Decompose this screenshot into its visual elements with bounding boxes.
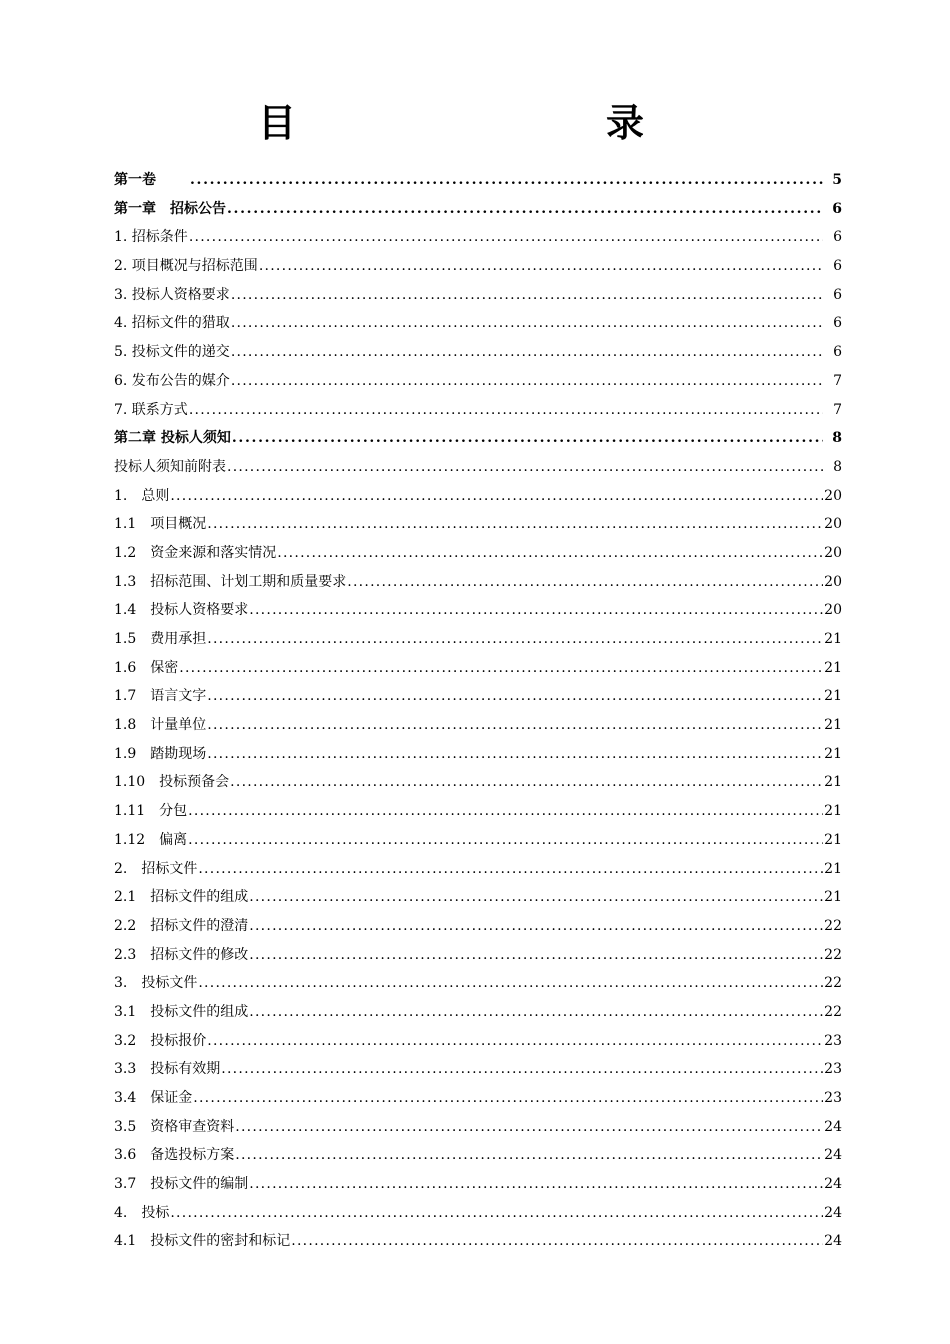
toc-entry-label: 第一卷 — [114, 172, 156, 188]
toc-entry-label: 3.6 备选投标方案 — [114, 1147, 235, 1164]
toc-entry-page-number: 21 — [824, 688, 842, 705]
dot-leader — [235, 1113, 823, 1142]
toc-entry-page-number: 7 — [833, 401, 842, 418]
toc-entry[interactable] — [114, 453, 842, 482]
toc-entry[interactable] — [114, 1055, 842, 1084]
toc-entry[interactable] — [114, 281, 842, 310]
dot-leader — [207, 740, 823, 769]
toc-entry-label: 6. 发布公告的媒介 — [114, 372, 230, 389]
toc-entry-page-number: 24 — [824, 1147, 842, 1164]
dot-leader — [170, 1199, 823, 1228]
toc-entry-label: 2.3 招标文件的修改 — [114, 946, 249, 963]
toc-entry-label: 2. 招标文件 — [114, 860, 198, 877]
toc-entry-page-number: 6 — [832, 200, 842, 217]
toc-entry-page-number: 21 — [824, 774, 842, 791]
dot-leader — [230, 768, 823, 797]
dot-leader — [198, 855, 823, 884]
toc-entry-label: 4. 投标 — [114, 1204, 170, 1221]
table-of-contents — [114, 166, 842, 1256]
toc-entry-page-number: 21 — [824, 717, 842, 734]
toc-entry[interactable] — [114, 596, 842, 625]
page-title: 目 录 — [257, 101, 722, 145]
toc-entry-page-number: 6 — [833, 258, 842, 275]
toc-entry-label: 1.11 分包 — [114, 803, 188, 820]
toc-entry-label: 3. 投标文件 — [114, 975, 198, 992]
dot-leader — [190, 166, 823, 195]
dot-leader — [232, 424, 823, 453]
toc-entry-label: 投标人须知前附表 — [114, 458, 226, 475]
toc-entry-label: 2. 项目概况与招标范围 — [114, 258, 258, 275]
dot-leader — [207, 510, 823, 539]
dot-leader — [221, 1055, 823, 1084]
toc-entry[interactable] — [114, 568, 842, 597]
toc-entry-page-number: 21 — [824, 803, 842, 820]
toc-entry[interactable] — [114, 711, 842, 740]
toc-entry[interactable] — [114, 482, 842, 511]
dot-leader — [227, 195, 823, 224]
dot-leader — [179, 654, 823, 683]
dot-leader — [231, 338, 823, 367]
dot-leader — [207, 1027, 823, 1056]
dot-leader — [227, 453, 823, 482]
dot-leader — [249, 941, 823, 970]
toc-entry-label: 3.2 投标报价 — [114, 1032, 207, 1049]
toc-entry-page-number: 21 — [824, 860, 842, 877]
toc-entry-label: 3.4 保证金 — [114, 1090, 193, 1106]
toc-entry-page-number: 22 — [824, 975, 842, 992]
toc-entry-label: 3.5 资格审查资料 — [114, 1118, 235, 1135]
toc-entry-label: 2.1 招标文件的组成 — [114, 889, 249, 906]
toc-entry[interactable] — [114, 252, 842, 281]
dot-leader — [189, 396, 823, 425]
toc-entry-page-number: 24 — [824, 1204, 842, 1221]
toc-entry-page-number: 21 — [824, 659, 842, 676]
toc-entry[interactable] — [114, 941, 842, 970]
toc-entry-page-number: 6 — [833, 286, 842, 303]
toc-entry[interactable] — [114, 223, 842, 252]
toc-entry-page-number: 21 — [824, 831, 842, 848]
dot-leader — [207, 682, 823, 711]
toc-entry[interactable] — [114, 912, 842, 941]
toc-entry-page-number: 24 — [824, 1233, 842, 1250]
toc-entry[interactable] — [114, 883, 842, 912]
toc-entry-page-number: 21 — [824, 631, 842, 647]
toc-entry[interactable] — [114, 1227, 842, 1256]
toc-entry-page-number: 5 — [832, 172, 842, 188]
toc-entry-page-number: 6 — [833, 344, 842, 361]
toc-entry[interactable] — [114, 195, 842, 224]
toc-entry-label: 1.10 投标预备会 — [114, 774, 230, 791]
toc-entry-label: 1.8 计量单位 — [114, 717, 207, 734]
dot-leader — [235, 1141, 823, 1170]
toc-entry-label: 第一章 招标公告 — [114, 200, 226, 217]
toc-entry[interactable] — [114, 338, 842, 367]
toc-entry-page-number: 20 — [824, 516, 842, 533]
toc-entry-label: 4. 招标文件的猎取 — [114, 315, 230, 332]
toc-entry-page-number: 22 — [824, 946, 842, 963]
toc-entry-label: 7. 联系方式 — [114, 401, 188, 418]
toc-entry-label: 1.4 投标人资格要求 — [114, 602, 249, 619]
toc-entry-page-number: 22 — [824, 917, 842, 934]
dot-leader — [231, 309, 823, 338]
toc-entry-label: 1.3 招标范围、计划工期和质量要求 — [114, 573, 347, 590]
dot-leader — [207, 711, 823, 740]
toc-entry-page-number: 20 — [824, 487, 842, 504]
toc-entry[interactable] — [114, 424, 842, 453]
toc-entry[interactable] — [114, 539, 842, 568]
toc-entry-label: 1.6 保密 — [114, 659, 179, 676]
dot-leader — [188, 797, 823, 826]
toc-entry-label: 3. 投标人资格要求 — [114, 286, 230, 303]
toc-entry-label: 3.7 投标文件的编制 — [114, 1176, 249, 1193]
toc-entry-label: 3.3 投标有效期 — [114, 1061, 221, 1078]
toc-entry[interactable] — [114, 998, 842, 1027]
dot-leader — [291, 1227, 823, 1256]
toc-entry-label: 3.1 投标文件的组成 — [114, 1003, 249, 1020]
toc-entry[interactable] — [114, 1027, 842, 1056]
toc-entry[interactable] — [114, 1084, 842, 1113]
toc-entry-page-number: 21 — [824, 889, 842, 906]
dot-leader — [347, 568, 823, 597]
toc-entry-page-number: 23 — [824, 1032, 842, 1049]
dot-leader — [207, 625, 823, 654]
toc-entry-page-number: 8 — [832, 430, 842, 447]
toc-entry[interactable] — [114, 510, 842, 539]
toc-entry-page-number: 20 — [824, 602, 842, 619]
toc-entry[interactable] — [114, 367, 842, 396]
toc-entry-label: 1.2 资金来源和落实情况 — [114, 544, 277, 561]
toc-entry-page-number: 24 — [824, 1118, 842, 1135]
toc-entry[interactable] — [114, 682, 842, 711]
dot-leader — [249, 912, 823, 941]
toc-entry-page-number: 7 — [833, 372, 842, 389]
dot-leader — [231, 281, 823, 310]
toc-entry-page-number: 8 — [833, 458, 842, 475]
toc-entry-label: 1.1 项目概况 — [114, 516, 207, 533]
toc-entry[interactable] — [114, 1199, 842, 1228]
toc-entry-label: 1. 招标条件 — [114, 229, 188, 246]
dot-leader — [198, 969, 823, 998]
dot-leader — [188, 826, 823, 855]
toc-entry[interactable] — [114, 1170, 842, 1199]
toc-entry-page-number: 6 — [833, 315, 842, 332]
toc-entry-label: 第二章 投标人须知 — [114, 430, 231, 447]
toc-entry-page-number: 21 — [824, 745, 842, 762]
toc-entry-page-number: 20 — [824, 544, 842, 561]
toc-entry[interactable] — [114, 396, 842, 425]
dot-leader — [249, 596, 823, 625]
toc-entry-page-number: 6 — [833, 229, 842, 246]
toc-entry-label: 1. 总则 — [114, 487, 170, 504]
toc-entry-label: 2.2 招标文件的澄清 — [114, 917, 249, 934]
toc-entry[interactable] — [114, 855, 842, 884]
toc-entry[interactable] — [114, 740, 842, 769]
toc-entry[interactable] — [114, 1113, 842, 1142]
toc-entry-label: 1.12 偏离 — [114, 831, 188, 848]
toc-entry[interactable] — [114, 166, 842, 195]
toc-entry-label: 4.1 投标文件的密封和标记 — [114, 1233, 291, 1250]
toc-entry[interactable] — [114, 309, 842, 338]
toc-entry-page-number: 20 — [824, 573, 842, 590]
dot-leader — [193, 1084, 823, 1113]
dot-leader — [249, 883, 823, 912]
toc-entry-page-number: 22 — [824, 1003, 842, 1020]
toc-entry[interactable] — [114, 969, 842, 998]
toc-entry-page-number: 23 — [824, 1061, 842, 1078]
toc-entry[interactable] — [114, 826, 842, 855]
dot-leader — [170, 482, 823, 511]
toc-entry-label: 1.7 语言文字 — [114, 688, 207, 705]
dot-leader — [249, 1170, 823, 1199]
toc-entry-page-number: 24 — [824, 1176, 842, 1193]
toc-entry[interactable] — [114, 1141, 842, 1170]
toc-entry[interactable] — [114, 797, 842, 826]
dot-leader — [231, 367, 823, 396]
dot-leader — [249, 998, 823, 1027]
toc-entry[interactable] — [114, 625, 842, 654]
toc-entry-page-number: 23 — [824, 1090, 842, 1106]
toc-entry[interactable] — [114, 654, 842, 683]
toc-entry-label: 1.9 踏勘现场 — [114, 745, 207, 762]
dot-leader — [259, 252, 823, 281]
toc-entry[interactable] — [114, 768, 842, 797]
toc-entry-label: 5. 投标文件的递交 — [114, 344, 230, 361]
dot-leader — [189, 223, 823, 252]
dot-leader — [277, 539, 823, 568]
toc-entry-label: 1.5 费用承担 — [114, 631, 207, 647]
